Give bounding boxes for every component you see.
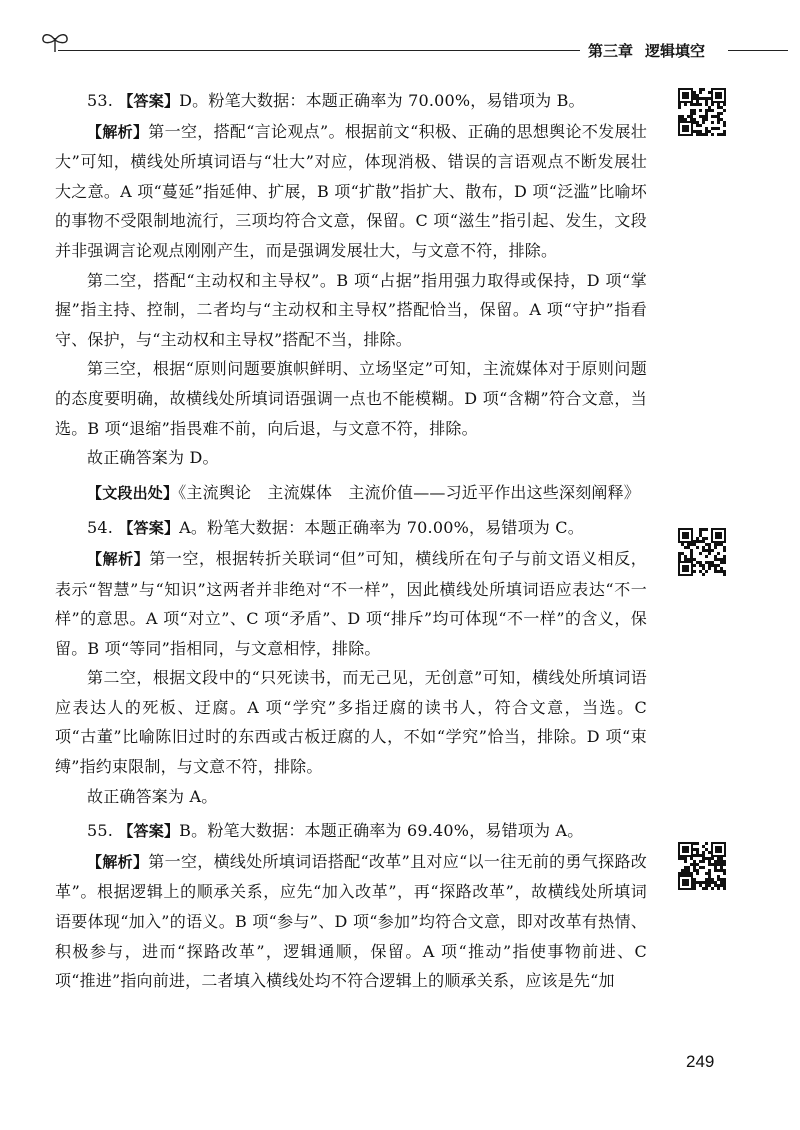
section-tag: 【答案】 — [118, 519, 180, 538]
qr-code-icon[interactable] — [678, 528, 726, 576]
paragraph-text: 第一空，根据转折关联词“但”可知，横线所在句子与前文语义相反，表示“智慧”与“知识”这两者并非绝对“不一样”，因此横线处所填词语应表达“不一样”的意思。A 项“对立”、C 项“矛盾”、D 项“排斥”均可体现“不一样”的含义，保留。B 项“等同”指相同，与文意相悖，排除。 — [55, 548, 647, 658]
header-rule-left — [58, 50, 580, 51]
header-rule-right — [728, 50, 788, 51]
paragraph-q54c — [55, 782, 647, 812]
section-tag: 【文段出处】 — [87, 483, 179, 502]
chapter-number: 第三章 — [588, 42, 634, 60]
paragraph-q53src — [55, 478, 647, 509]
paragraph-q55 — [55, 816, 647, 847]
paragraph-q53d — [55, 443, 647, 473]
paragraph-text: 第一空，横线处所填词语搭配“改革”且对应“以一往无前的勇气探路改革”。根据逻辑上的顺承关系，应先“加入改革”，再“探路改革”，故横线处所填词语要体现“加入”的语义。B 项“参与”、D 项“参加”均符合文意，即对改革有热情、积极参与，进而“探路改革”，逻辑通顺，保留。A 项“推动”指使事物前进、C 项“推进”指向前进，二者填入横线处均不符合逻辑上的顺承关系，应该是先“加 — [55, 851, 647, 991]
paragraph-q53c — [55, 354, 647, 443]
paragraph-q53 — [55, 86, 647, 117]
section-tag: 【解析】 — [87, 549, 150, 568]
page-header — [0, 0, 800, 70]
paragraph-text: 《主流舆论 主流媒体 主流价值——习近平作出这些深刻阐释》 — [178, 482, 641, 502]
paragraph-text: 第一空，搭配“言论观点”。根据前文“积极、正确的思想舆论不发展壮大”可知，横线处所填词语与“壮大”对应，体现消极、错误的言语观点不断发展壮大之意。A 项“蔓延”指延伸、扩展，B 项“扩散”指扩大、散布，D 项“泛滥”比喻坏的事物不受限制地流行，三项均符合文意，保留。C 项“滋生”指引起、发生，文段并非强调言论观点刚刚产生，而是强调发展壮大，与文意不符，排除。 — [55, 121, 647, 260]
paragraph-text: 第二空，搭配“主动权和主导权”。B 项“占据”指用强力取得或保持，D 项“掌握”指主持、控制，二者均与“主动权和主导权”搭配恰当，保留。A 项“守护”指看守、保护，与“主动权和主导权”搭配不当，排除。 — [55, 270, 647, 349]
paragraph-q54a — [55, 544, 647, 663]
paragraph-q54 — [55, 513, 647, 544]
paragraph-q53a — [55, 117, 647, 266]
paragraph-text: 55. — [87, 821, 119, 841]
paragraph-text: 故正确答案为 D。 — [87, 448, 219, 468]
qr-code-icon[interactable] — [678, 842, 726, 890]
section-tag: 【答案】 — [118, 92, 180, 110]
paragraph-text: 故正确答案为 A。 — [87, 786, 218, 806]
paragraph-text: 53. — [87, 91, 119, 110]
paragraph-q54b — [55, 663, 647, 781]
section-tag: 【解析】 — [87, 852, 149, 871]
paragraph-text: 第二空，根据文段中的“只死读书，而无己见，无创意”可知，横线处所填词语应表达人的死板、迂腐。A 项“学究”多指迂腐的读书人，符合文意，当选。C 项“古董”比喻陈旧过时的东西或古板迂腐的人，不如“学究”恰当，排除。D 项“束缚”指约束限制，与文意不符，排除。 — [55, 668, 647, 777]
page-number: 249 — [686, 1052, 715, 1071]
paragraph-text: D。粉笔大数据：本题正确率为 70.00%，易错项为 B。 — [179, 91, 585, 110]
paragraph-q53b — [55, 266, 647, 355]
page-body — [55, 86, 647, 996]
chapter-title — [588, 40, 717, 61]
paragraph-text: B。粉笔大数据：本题正确率为 69.40%，易错项为 A。 — [179, 821, 584, 841]
paragraph-text: A。粉笔大数据：本题正确率为 70.00%，易错项为 C。 — [179, 518, 584, 538]
section-tag: 【答案】 — [118, 822, 180, 841]
paragraph-text: 第三空，根据“原则问题要旗帜鲜明、立场坚定”可知，主流媒体对于原则问题的态度要明确，故横线处所填词语强调一点也不能模糊。D 项“含糊”符合文意，当选。B 项“退缩”指畏难不前，向后退，与文意不符，排除。 — [55, 359, 647, 438]
section-tag: 【解析】 — [87, 122, 149, 141]
chapter-name: 逻辑填空 — [645, 42, 706, 60]
qr-code-icon[interactable] — [678, 88, 726, 136]
paragraph-text: 54. — [87, 518, 119, 538]
paragraph-q55a — [55, 847, 647, 996]
